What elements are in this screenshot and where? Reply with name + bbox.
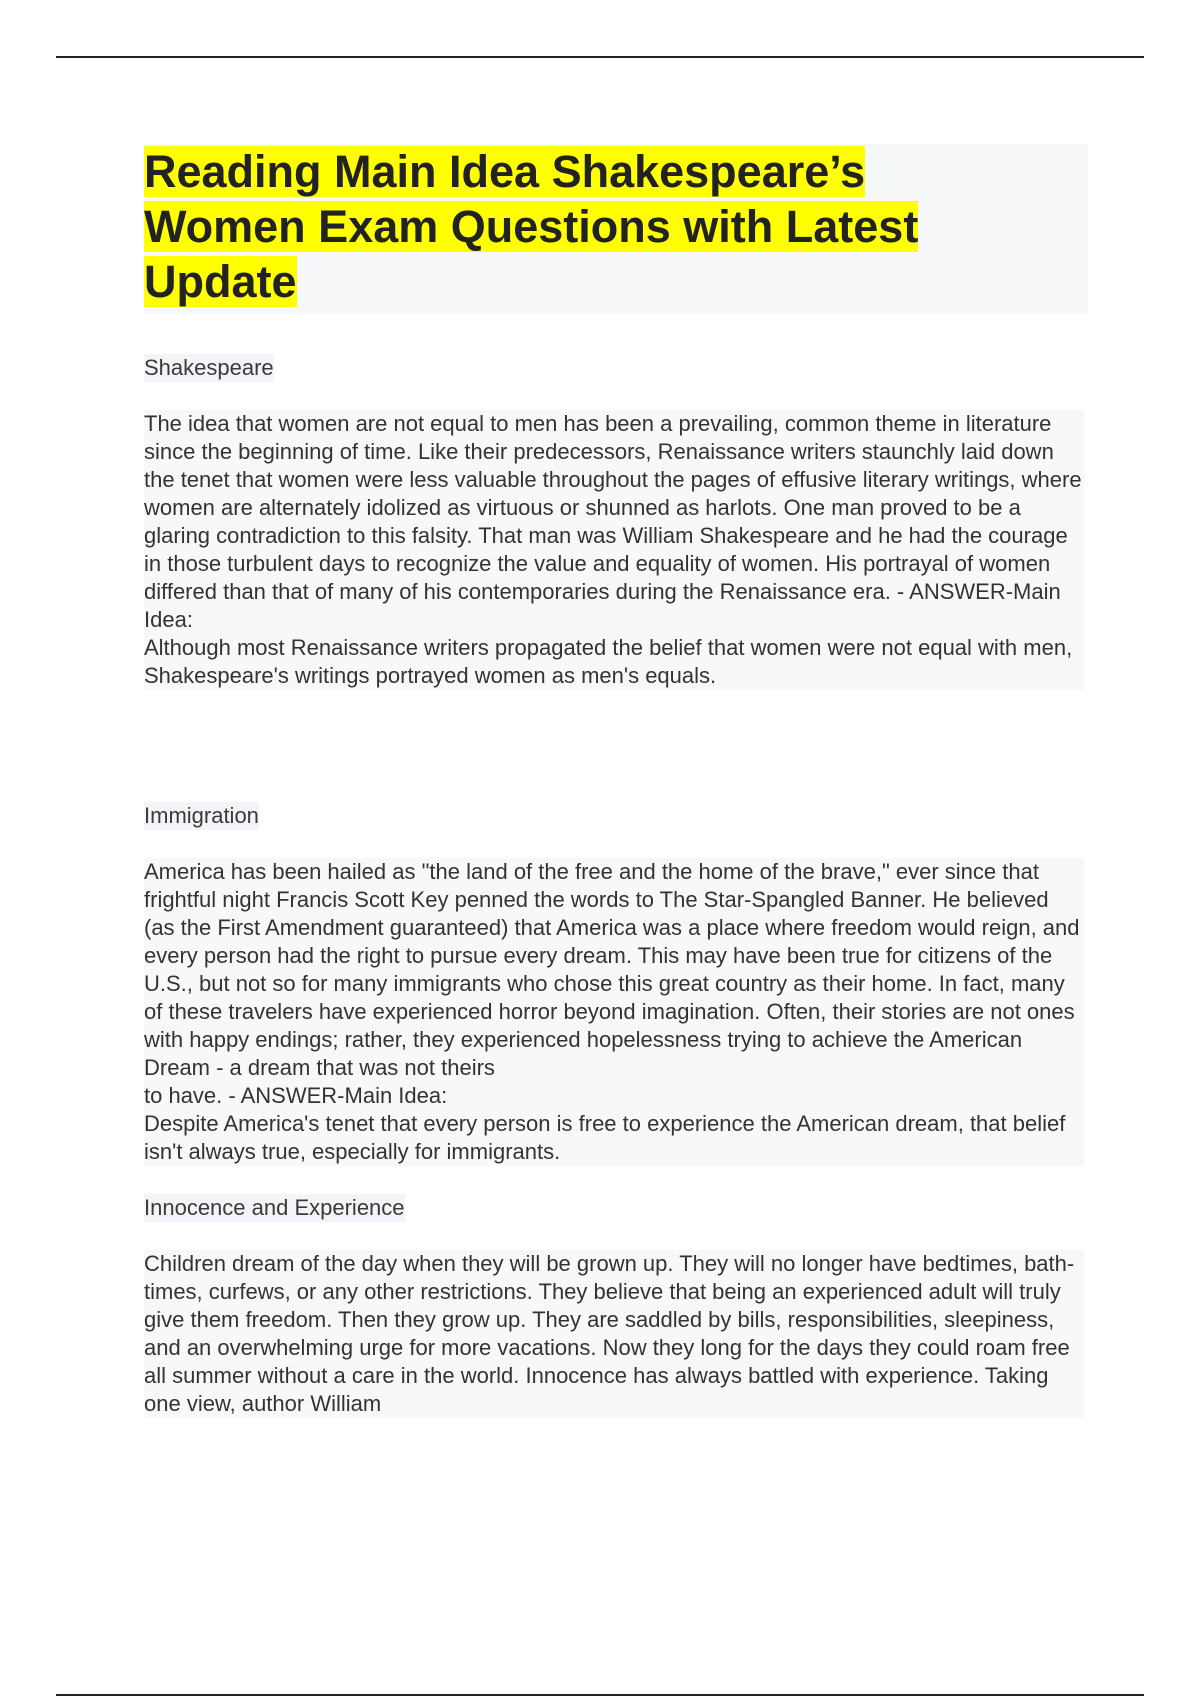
title-highlight: Reading Main Idea Shakespeare’s Women Exam Questions with Latest Update [144, 146, 919, 307]
document-title [144, 144, 974, 309]
section-shakespeare [144, 354, 1084, 690]
section-paragraph: America has been hailed as "the land of the free and the home of the brave," ever since that frightful night Francis Scott Key penned the words to The Star-Spangled Banner. He believed (as the First Amendment guaranteed) that America was a place where freedom would reign, and every person had the right to pursue every dream. This may have been true for citizens of the U.S., but not so for many immigrants who chose this great country as their home. In fact, many of these travelers have experienced horror beyond imagination. Often, their stories are not ones with happy endings; rather, they experienced hopelessness trying to achieve the American Dream - a dream that was not theirs to have. - ANSWER-Main Idea: Despite America's tenet that every person is free to experience the American dream, that belief isn't always true, especially for immigrants. [144, 858, 1084, 1166]
section-heading: Shakespeare [144, 355, 274, 380]
section-innocence-experience [144, 1194, 1084, 1418]
document-body [144, 354, 1084, 1418]
section-heading: Immigration [144, 803, 259, 828]
section-paragraph: The idea that women are not equal to men has been a prevailing, common theme in literature since the beginning of time. Like their predecessors, Renaissance writers staunchly laid down the tenet that women were less valuable throughout the pages of effusive literary writings, where women are alternately idolized as virtuous or shunned as harlots. One man proved to be a glaring contradiction to this falsity. That man was William Shakespeare and he had the courage in those turbulent days to recognize the value and equality of women. His portrayal of women differed than that of many of his contemporaries during the Renaissance era. - ANSWER-Main Idea: Although most Renaissance writers propagated the belief that women were not equal with men, Shakespeare's writings portrayed women as men's equals. [144, 410, 1084, 690]
top-rule [56, 56, 1144, 58]
bottom-rule [56, 1694, 1144, 1696]
section-paragraph: Children dream of the day when they will be grown up. They will no longer have bedtimes, bath-times, curfews, or any other restrictions. They believe that being an experienced adult will truly give them freedom. Then they grow up. They are saddled by bills, responsibilities, sleepiness, and an overwhelming urge for more vacations. Now they long for the days they could roam free all summer without a care in the world. Innocence has always battled with experience. Taking one view, author William [144, 1250, 1084, 1418]
title-block [144, 144, 1088, 314]
section-immigration [144, 802, 1084, 1166]
section-heading: Innocence and Experience [144, 1195, 405, 1220]
